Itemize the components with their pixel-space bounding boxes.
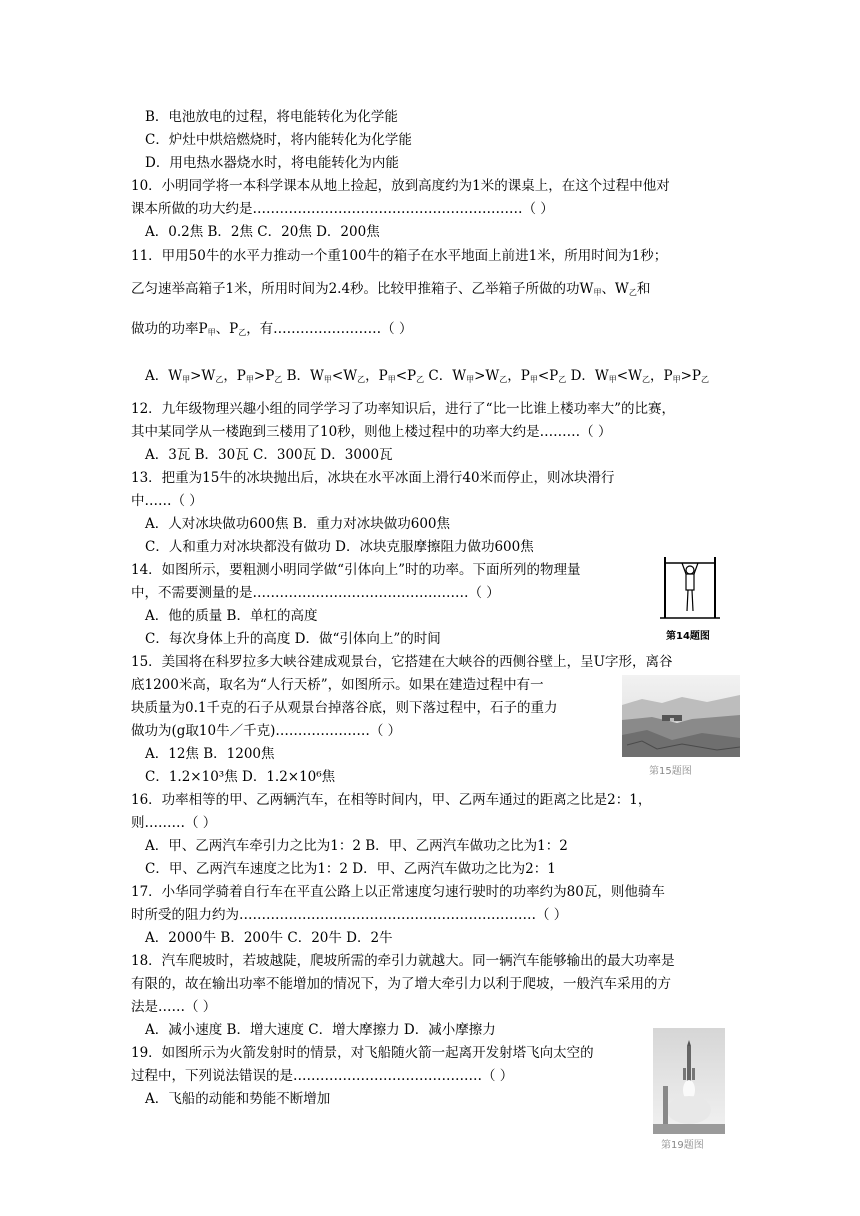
text-line: 13．把重为15牛的冰块抛出后，冰块在水平冰面上滑行40米而停止，则冰块滑行 <box>131 470 615 486</box>
text-line: 15．美国将在科罗拉多大峡谷建成观景台，它搭建在大峡谷的西侧谷壁上，呈U字形，离谷 <box>131 654 673 670</box>
text-line: 17．小华同学骑着自行车在平直公路上以正常速度匀速行驶时的功率约为80瓦，则他骑车 <box>131 884 665 900</box>
text-line: 19．如图所示为火箭发射时的情景，对飞船随火箭一起离开发射塔飞向太空的 <box>131 1045 594 1061</box>
text-line: A．飞船的动能和势能不断增加 <box>145 1091 331 1107</box>
text-line: C．甲、乙两汽车速度之比为1：2 D．甲、乙两汽车做功之比为2：1 <box>145 861 556 877</box>
text-line: 课本所做的功大约是……………………………………………………（ ） <box>131 201 554 217</box>
text-line: 块质量为0.1千克的石子从观景台掉落谷底，则下落过程中，石子的重力 <box>131 700 558 716</box>
text-line: C．每次身体上升的高度 D．做“引体向上”的时间 <box>145 631 441 647</box>
text-line: 则………（ ） <box>131 815 217 831</box>
text-line: 底1200米高，取名为“人行天桥”，如图所示。如果在建造过程中有一 <box>131 677 544 693</box>
text-line: 16．功率相等的甲、乙两辆汽车，在相等时间内，甲、乙两车通过的距离之比是2：1， <box>131 792 652 808</box>
text-line: 时所受的阻力约为…………………………………………………………（ ） <box>131 907 568 923</box>
text-line: 12．九年级物理兴趣小组的同学学习了功率知识后，进行了“比一比谁上楼功率大”的比赛， <box>131 401 675 417</box>
text-line: D．用电热水器烧水时，将电能转化为内能 <box>145 155 399 171</box>
text-line: A．他的质量 B．单杠的高度 <box>145 608 318 624</box>
fig15-caption: 第15题图 <box>649 766 692 777</box>
text-line: A．0.2焦 B．2焦 C．20焦 D．200焦 <box>145 224 380 240</box>
text-line: A．3瓦 B．30瓦 C．300瓦 D．3000瓦 <box>145 447 393 463</box>
text-line: C．1.2×10³焦 D．1.2×10⁶焦 <box>145 769 336 785</box>
fig19-caption: 第19题图 <box>661 1140 704 1151</box>
text-line: 18．汽车爬坡时，若坡越陡，爬坡所需的牵引力就越大。同一辆汽车能够输出的最大功率是 <box>131 953 675 969</box>
canyon-skywalk-photo <box>622 675 740 757</box>
text-line: 14．如图所示，要粗测小明同学做“引体向上”时的功率。下面所列的物理量 <box>131 562 581 578</box>
fig14-caption: 第14题图 <box>666 631 710 642</box>
rocket-launch-photo <box>653 1028 725 1134</box>
text-line: 其中某同学从一楼跑到三楼用了10秒，则他上楼过程中的功率大约是………（ ） <box>131 424 612 440</box>
text-line: A．甲、乙两汽车牵引力之比为1：2 B．甲、乙两汽车做功之比为1：2 <box>145 838 568 854</box>
text-line: 过程中，下列说法错误的是……………………………………（ ） <box>131 1068 514 1084</box>
text-line: A．减小速度 B．增大速度 C．增大摩擦力 D．减小摩擦力 <box>145 1022 496 1038</box>
text-line: B．电池放电的过程，将电能转化为化学能 <box>145 109 398 125</box>
text-line: 做功为(g取10牛／千克)…………………（ ） <box>131 723 402 739</box>
text-line: A．人对冰块做功600焦 B．重力对冰块做功600焦 <box>145 516 450 532</box>
text-line: A．$W_甲>W_乙$，$P_甲>P_乙$ B．$W_甲<W_乙$，$P_甲<P_乙$ C．$W_甲>W_乙$，$P_甲<P_乙$ D．$W_甲<W_乙$，$P_甲>P_乙$ <box>145 368 709 384</box>
pull-up-figure <box>660 555 720 620</box>
text-line: 中……（ ） <box>131 493 203 509</box>
text-line: 10．小明同学将一本科学课本从地上捡起，放到高度约为1米的课桌上，在这个过程中他对 <box>131 178 670 194</box>
text-line: 法是……（ ） <box>131 999 217 1015</box>
text-line: 乙匀速举高箱子1米，所用时间为2.4秒。比较甲推箱子、乙举箱子所做的功$W_甲$、$W_乙$和 <box>131 281 651 297</box>
text-line: C．人和重力对冰块都没有做功 D．冰块克服摩擦阻力做功600焦 <box>145 539 534 555</box>
text-line: 11．甲用50牛的水平力推动一个重100牛的箱子在水平地面上前进1米，所用时间为1秒； <box>131 248 668 264</box>
text-line: A．2000牛 B．200牛 C．20牛 D．2牛 <box>145 930 393 946</box>
text-line: 有限的，故在输出功率不能增加的情况下，为了增大牵引力以利于爬坡，一般汽车采用的方 <box>131 976 671 992</box>
text-line: 做功的功率$P_甲$、$P_乙$，有……………………（ ） <box>131 321 413 337</box>
text-line: 中，不需要测量的是…………………………………………（ ） <box>131 585 500 601</box>
text-line: C．炉灶中烘焙燃烧时，将内能转化为化学能 <box>145 132 412 148</box>
text-line: A．12焦 B．1200焦 <box>145 746 275 762</box>
